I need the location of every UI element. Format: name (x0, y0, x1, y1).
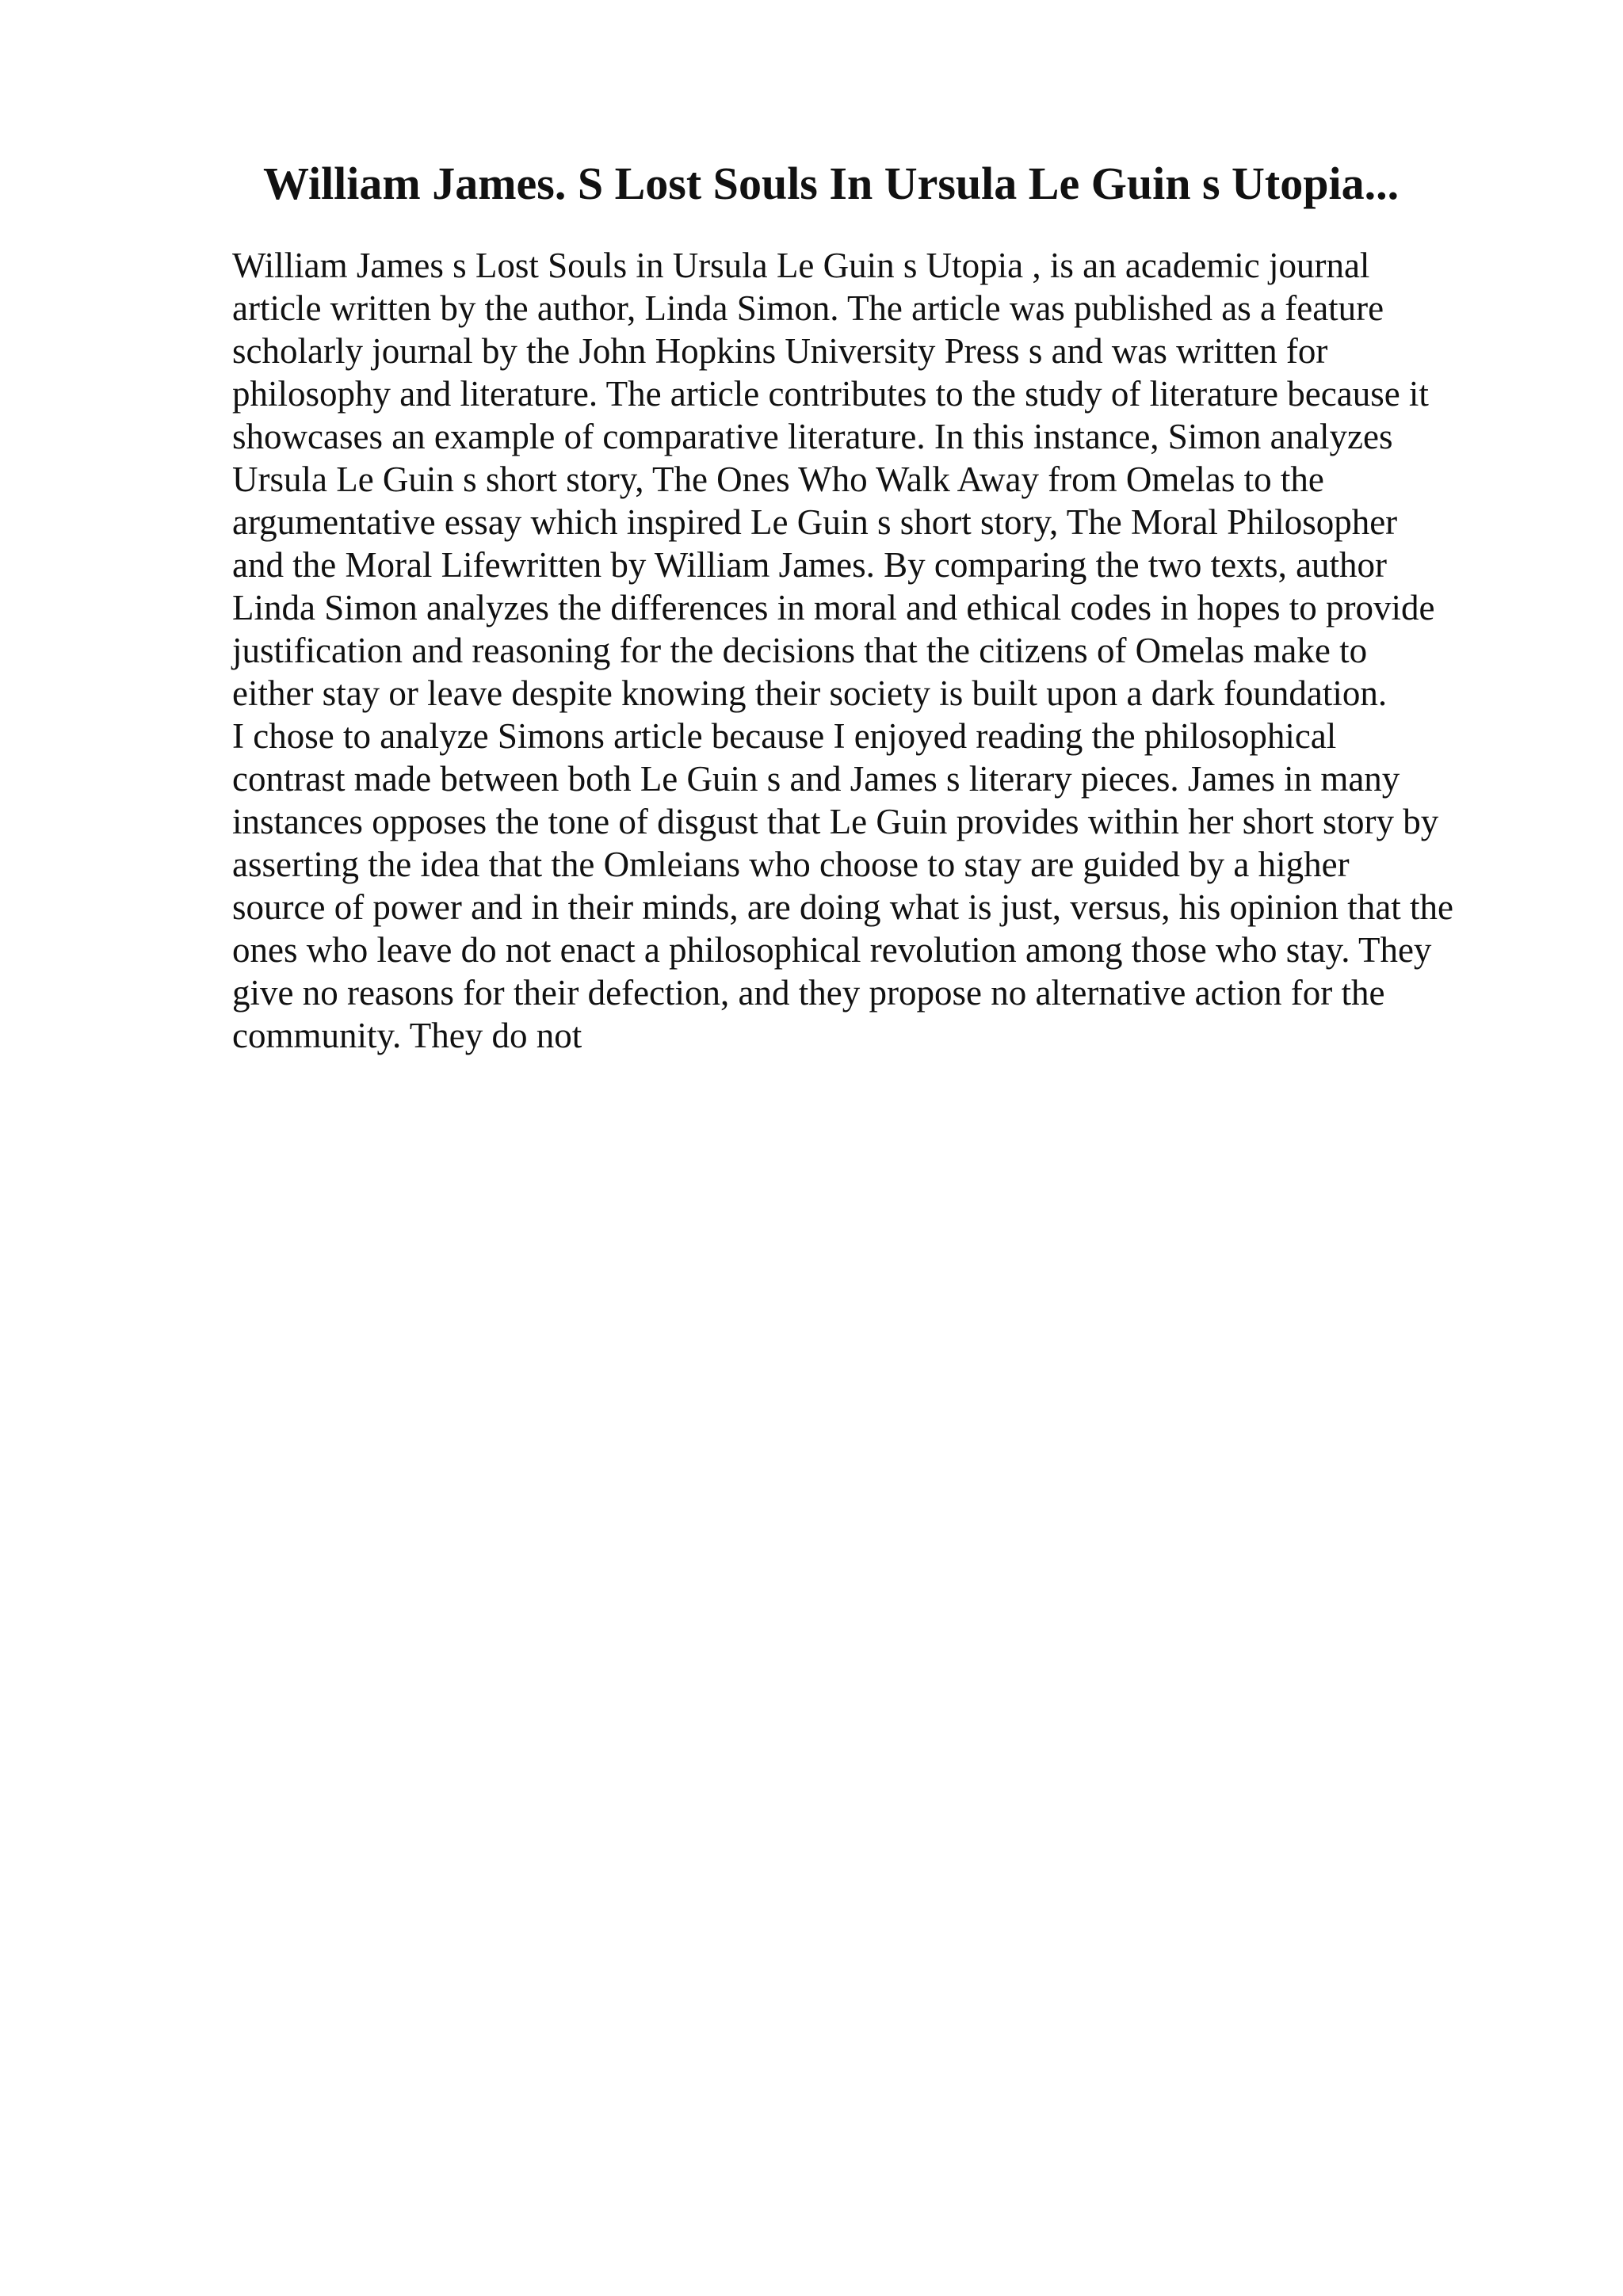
body-line: William James s Lost Souls in Ursula Le Guin s Utopia , is an academic journal (232, 246, 1370, 285)
body-line: justification and reasoning for the decisions that the citizens of Omelas make to (232, 631, 1368, 670)
body-line: Linda Simon analyzes the differences in moral and ethical codes in hopes to provide (232, 588, 1435, 627)
body-line: argumentative essay which inspired Le Guin s short story, The Moral Philosopher (232, 502, 1398, 542)
body-line: source of power and in their minds, are doing what is just, versus, his opinion that the (232, 887, 1453, 927)
body-line: either stay or leave despite knowing their society is built upon a dark foundation. (232, 673, 1388, 713)
body-line: ones who leave do not enact a philosophical revolution among those who stay. They (232, 930, 1432, 970)
body-line: scholarly journal by the John Hopkins University Press s and was written for (232, 331, 1328, 371)
document-title: William James. S Lost Souls In Ursula Le Guin s Utopia... (263, 158, 1400, 209)
body-line: give no reasons for their defection, and they propose no alternative action for the (232, 973, 1385, 1013)
body-line: philosophy and literature. The article contributes to the study of literature because it (232, 374, 1429, 414)
body-line: community. They do not (232, 1016, 582, 1055)
body-line: showcases an example of comparative literature. In this instance, Simon analyzes (232, 417, 1393, 456)
document-body (232, 244, 1516, 1057)
body-line: instances opposes the tone of disgust that Le Guin provides within her short story by (232, 802, 1439, 841)
body-line: contrast made between both Le Guin s and James s literary pieces. James in many (232, 759, 1400, 799)
body-line: asserting the idea that the Omleians who choose to stay are guided by a higher (232, 845, 1350, 884)
body-line: I chose to analyze Simons article because I enjoyed reading the philosophical (232, 716, 1337, 756)
body-line: article written by the author, Linda Simon. The article was published as a feature (232, 288, 1384, 328)
body-line: and the Moral Lifewritten by William James. By comparing the two texts, author (232, 545, 1388, 585)
body-line: Ursula Le Guin s short story, The Ones Who Walk Away from Omelas to the (232, 460, 1324, 499)
